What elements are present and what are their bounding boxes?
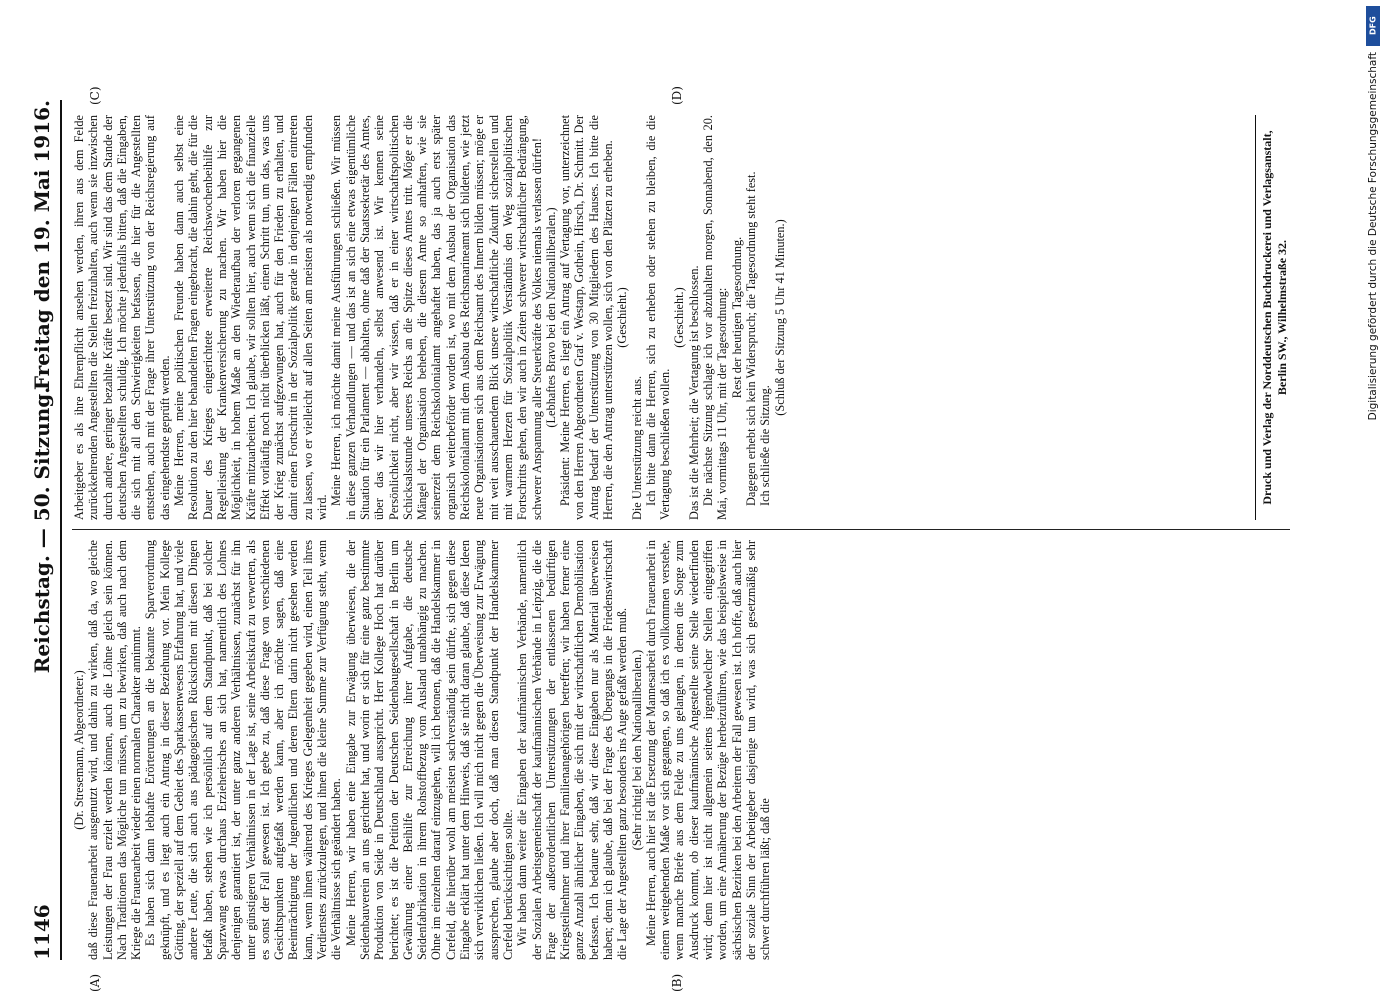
paragraph: Meine Herren, meine politischen Freunde haben dann auch selbst eine Resolution zu den hier behandelten Fragen eingebracht, die dahin geht, die für die Dauer des Krieges eingerichtete erweiterte Reichswochenbeihilfe zur Regelleistung der Krankenversicherung zu machen. Wir haben hier die Möglichkeit, in hohem Maße an den Wiederaufbau der verloren gegangenen Kräfte mitzuarbeiten. Ich glaube, wir sollten hier, auch wenn sich die finanzielle Effekt vorläufig noch nicht überblicken läßt, einen Schritt tun, um das, was uns der Krieg zunächst aufgezwungen hat, auch für den Frieden zu erhalten, und damit einen Fortschritt in der Sozialpolitik gerade in denjenigen Fällen eintreten zu lassen, wo er vielleicht auf allen Seiten am meisten als notwendig empfunden wird. <box>172 115 330 520</box>
margin-label-d: (D) <box>670 86 684 105</box>
paragraph: (Schluß der Sitzung 5 Uhr 41 Minuten.) <box>772 219 787 416</box>
paragraph: Präsident: Meine Herren, es liegt ein Antrag auf Vertagung vor, unterzeichnet von den Herren Abgeordneten Graf v. Westarp, Gothein, Hirsch, Dr. Schmitt. Der Antrag bedarf der Unterstützung von 30 Mitgliedern des Hauses. Ich bitte die Herren, die den Antrag unterstützen wollen, sich von den Plätzen zu erheben. <box>558 115 615 520</box>
paragraph: Meine Herren, wir haben eine Eingabe zur Erwägung überwiesen, die der Seidenbauverein an uns gerichtet hat, und worin er sich für eine ganz bestimmte Produktion von Seide in Deutschland ausspricht. Herr Kollege Hoch hat darüber berichtet; es ist die Petition der Deutschen Seidenbaugesellschaft in Berlin um Gewährung einer Beihilfe zur Erreichung ihrer Aufgabe, die deutsche Seidenfabrikation in ihrem Rohstoffbezug vom Ausland unabhängig zu machen. Ohne im einzelnen darauf einzugehen, will ich betonen, daß die Handelskammer in Crefeld, die hierüber wohl am meisten sachverständig sein dürfte, sich gegen diese Eingabe erklärt hat unter dem Hinweis, daß sie nicht daran glaube, daß diese Ideen sich verwirklichen ließen. Ich will mich nicht gegen die Überweisung zur Erwägung aussprechen, glaube aber doch, daß man diesen Standpunkt der Handelskammer Crefeld berücksichtigen sollte. <box>343 540 515 960</box>
dfg-funding-note: Digitalisierung gefördert durch die Deutsche Forschungsgemeinschaft <box>1367 52 1379 421</box>
page-number: 1146 <box>30 904 54 960</box>
paragraph: Arbeitgeber es als ihre Ehrenpflicht ansehen werden, ihren aus dem Felde zurückkehrenden Angestellten die Stellen freizuhalten, auch wenn sie inzwischen durch andere, geringer bezahlte Kräfte besetzt sind. Wir sind das dem Stande der deutschen Angestellten schuldig. Ich möchte jedenfalls bitten, daß die Eingaben, die sich mit all den Schwierigkeiten befassen, die hier für die Angestellten entstehen, auch mit der Frage ihrer Unterstützung von der Reichsregierung auf das eingehendste geprüft werden. <box>72 115 172 520</box>
document-page <box>10 70 1310 1000</box>
paragraph: (Lebhaftes Bravo bei den Nationalliberalen.) <box>543 207 558 428</box>
paragraph: Meine Herren, ich möchte damit meine Ausführungen schließen. Wir müssen in diese ganzen Verhandlungen — und das ist an sich eine etwas eigentümliche Situation für ein Parlament — abhalten, ohne daß der Staatssekretär des Amtes, über das wir hier verhandeln, selbst anwesend ist. Wir kennen seine Persönlichkeit nicht, aber wir wissen, daß er in einer wirtschaftspolitischen Schicksalsstunde unseres Reichs an die Spitze dieses Amtes tritt. Möge er die Mängel der Organisation beheben, die diesem Amte so anhaften, wie sie seinerzeit dem Reichskolonialamt angehaftet haben, das ja auch erst später organisch weiterbeförder worden ist, wo mit dem Ausbau der Organisation das Reichskolonialamt mit dem Ausbau des Reichsmarineamt sich bildeten, wie jetzt neue Organisationen sich aus dem Reichsamt des Innern bilden müssen; möge er mit weit ausschauendem Blick unsere wirtschaftliche Zukunft sicherstellen und mit warmem Herzen für Sozialpolitik Verständnis den Weg sozialpolitischen Fortschritts gehen, den wir auch in Zeiten schwerer wirtschaftlicher Bedrängung, schwerer Anspannung aller Steuerkräfte des Volkes niemals verlassen dürfen! <box>329 115 544 520</box>
dfg-sidebar <box>1365 6 1381 646</box>
paragraph: (Dr. Stresemann, Abgeordneter.) <box>72 670 86 830</box>
paragraph: (Geschieht.) <box>615 287 630 348</box>
session-title: Reichstag. — 50. Sitzung. <box>30 386 54 674</box>
left-text-column <box>72 540 1290 960</box>
margin-label-a: (A) <box>88 973 102 992</box>
right-text-column <box>72 115 1290 520</box>
paragraph: Ich bitte dann die Herren, sich zu erheben oder stehen zu bleiben, die die Vertagung beschließen wollen. <box>643 115 673 520</box>
paragraph: daß diese Frauenarbeit ausgenutzt wird, und dahin zu wirken, daß da, wo gleiche Leistungen der Frau erzielt werden können, auch die Löhne gleich sein können. Nach Traditionen das Mögliche tun müssen, um zu bewirken, daß auch nach dem Kriege die Frauenarbeit wieder einen normalen Charakter annimmt. <box>86 540 144 960</box>
paragraph: Die nächste Sitzung schlage ich vor abzuhalten morgen, Sonnabend, den 20. Mai, vormittags 11 Uhr, mit der Tagesordnung: <box>701 115 730 520</box>
paragraph: Das ist die Mehrheit; die Vertagung ist beschlossen. <box>686 265 701 520</box>
margin-label-b: (B) <box>670 973 684 992</box>
paragraph: Dagegen erhebt sich kein Widerspruch; die Tagesordnung steht fest. <box>743 171 758 506</box>
dfg-logo: DFG <box>1366 6 1380 46</box>
paragraph: (Geschieht.) <box>672 287 687 348</box>
paragraph: Die Unterstützung reicht aus. <box>629 375 644 520</box>
paragraph: Rest der heutigen Tagesordnung. <box>729 236 744 399</box>
paragraph: (Sehr richtig! bei den Nationalliberalen.) <box>629 649 644 851</box>
paragraph: Ich schließe die Sitzung. <box>758 385 773 506</box>
margin-label-c: (C) <box>88 86 102 105</box>
page-header <box>20 100 62 960</box>
paragraph: Wir haben dann weiter die Eingaben der kaufmännischen Verbände, namentlich der Sozialen Arbeitsgemeinschaft der kaufmännischen Verbände in Leipzig, die die Frage der außerordentlichen Unterstützungen der entlassenen bedürftigen Kriegsteilnehmer und ihrer Familienangehörigen betreffen; wir haben ferner eine ganze Anzahl ähnlicher Eingaben, die sich mit der wirtschaftlichen Demobilisation befassen. Ich bedaure sehr, daß wir diese Eingaben nur als Material überweisen haben; denn ich glaube, daß bei der Frage des Übergangs in die Friedenswirtschaft die Lage der Angestellten ganz besonders ins Auge gefaßt werden muß. <box>515 540 630 960</box>
paragraph: Meine Herren, auch hier ist die Ersetzung der Mannesarbeit durch Frauenarbeit in einem weitgehenden Maße vor sich gegangen, so daß ich es vollkommen verstehe, wenn manche Briefe aus dem Felde zu uns gelangen, in denen die Sorge zum Ausdruck kommt, ob dieser kaufmännische Angestellte seine Stelle wiederfinden wird; denn hier ist nicht allgemein seitens irgendwelcher Stellen eingegriffen worden, um eine Annäherung der Bezüge herbeizuführen, wie das beispielsweise in sächsischen Bezirken bei den Arbeitern der Fall gewesen ist. Ich hoffe, daß auch hier der soziale Sinn der Arbeitgeber dasjenige tun wird, was sich gesetzmäßig sehr schwer durchführen läßt; daß die <box>643 540 773 960</box>
column-divider <box>72 529 1290 530</box>
session-date: Freitag den 19. Mai 1916. <box>30 100 54 391</box>
printer-imprint: Druck und Verlag der Norddeutschen Buchdruckerei und Verlagsanstalt, Berlin SW., Wilhelmstraße 32. <box>1255 115 1290 520</box>
paragraph: Es haben sich dann lebhafte Erörterungen an die bekannte Sparverordnung geknüpft, und es liegt auch ein Antrag in dieser Beziehung vor. Mein Kollege Götting, der speziell auf dem Gebiet des Sparkassenwesens Erfahrung hat, und viele andere Leute, die sich auch aus pädagogischen Rücksichten mit diesen Dingen befaßt haben, stehen wie ich persönlich auf dem Standpunkt, daß bei solcher Sparzwang etwas durchaus Erzieherisches an sich hat, namentlich des Lohnes denjenigen garantiert ist, der unter ganz anderen Verhältnissen, zunächst für ihn unter günstigeren Verhältnissen in der Lage ist, seine Arbeitskraft zu verwerten, als es sonst der Fall gewesen ist. Ich gebe zu, daß diese Frage von verschiedenen Gesichtspunkten aufgefaßt werden kann, aber ich möchte sagen, daß eine Beeinträchtigung der Jugendlichen und deren Eltern darin nicht gesehen werden kann, wenn ihnen während des Krieges Gelegenheit gegeben wird, einen Teil ihres Verdienstes zurückzulegen, und ihnen die kleine Summe zur Verfügung steht, wenn die Verhältnisse sich geändert haben. <box>143 540 344 960</box>
